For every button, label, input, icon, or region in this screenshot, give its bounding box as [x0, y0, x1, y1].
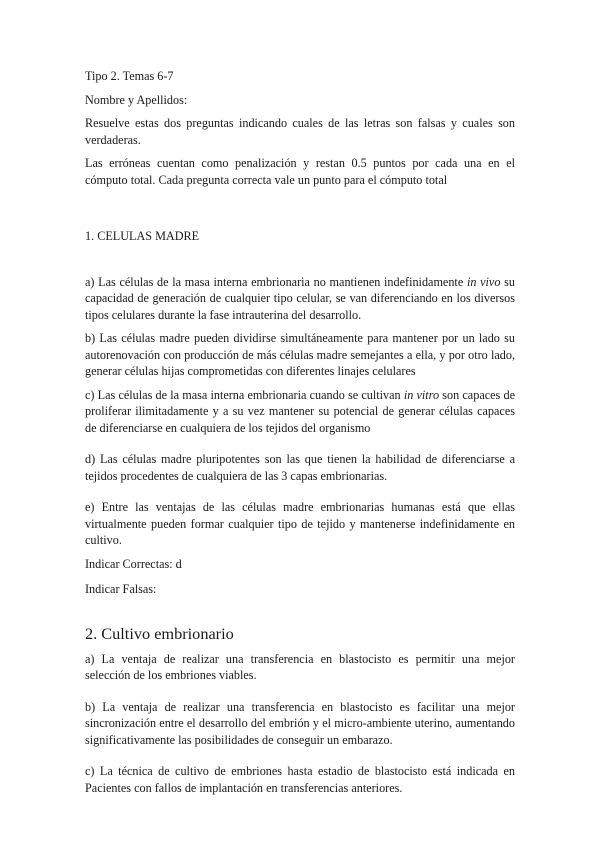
- document-body: [85, 68, 515, 796]
- option-a-text-end: su capacidad de generación de cualquier tipo celular, se van diferenciando en los diversos tipos celulares durante la fase intrauterina del desarrollo.: [85, 274, 515, 322]
- section-1-option-d: d) Las células madre pluripotentes son las que tienen la habilidad de diferenciarse a tejidos procedentes de cualquiera de las 3 capas embrionarias.: [85, 452, 515, 483]
- section-1-option-e: e) Entre las ventajas de las células madre embrionarias humanas está que ellas virtualmente pueden formar cualquier tipo de tejido y mantenerse indefinidamente en cultivo.: [85, 500, 515, 547]
- instructions: Resuelve estas dos preguntas indicando cuales de las letras son falsas y cuales son verdaderas.: [85, 116, 515, 147]
- name-field-label: Nombre y Apellidos:: [85, 92, 188, 107]
- false-answers-line: Indicar Falsas:: [85, 582, 157, 596]
- section-2-title: 2. Cultivo embrionario: [85, 623, 234, 643]
- option-a-italic: in vivo: [466, 274, 501, 289]
- section-2-option-c: c) La técnica de cultivo de embriones hasta estadio de blastocisto está indicada en Pacientes con fallos de implantación en transferencias anteriores.: [85, 764, 515, 795]
- penalty-note: Las erróneas cuentan como penalización y restan 0.5 puntos por cada una en el cómputo total. Cada pregunta correcta vale un punto para el cómputo total: [85, 156, 515, 187]
- correct-answers-line: Indicar Correctas: d: [85, 556, 182, 571]
- section-1-option-a: [85, 274, 515, 324]
- section-1-option-c: [85, 387, 515, 437]
- option-c-text-start: c) Las células de la masa interna embrionaria cuando se cultivan: [85, 387, 404, 402]
- option-a-text-start: a) Las células de la masa interna embrionaria no mantienen indefinidamente: [85, 274, 467, 289]
- section-1-title: 1. CELULAS MADRE: [85, 229, 200, 243]
- exam-type: Tipo 2. Temas 6-7: [85, 69, 174, 83]
- section-2-option-a: a) La ventaja de realizar una transferencia en blastocisto es permitir una mejor selección de los embriones viables.: [85, 651, 515, 682]
- section-1-option-b: b) Las células madre pueden dividirse simultáneamente para mantener por un lado su autorenovación con producción de más células madre semejantes a ella, y por otro lado, generar células hijas comprometidas con diferentes linajes celulares: [85, 331, 515, 378]
- option-c-text-end: son capaces de proliferar ilimitadamente y a su vez mantener su potencial de generar células capaces de diferenciarse en cualquiera de los tejidos del organismo: [85, 387, 515, 435]
- option-c-italic: in vitro: [403, 387, 440, 402]
- section-2-option-b: b) La ventaja de realizar una transferencia en blastocisto es facilitar una mejor sincronización entre el desarrollo del embrión y el micro-ambiente uterino, aumentando significativamente las posibilidades de conseguir un embarazo.: [85, 699, 515, 747]
